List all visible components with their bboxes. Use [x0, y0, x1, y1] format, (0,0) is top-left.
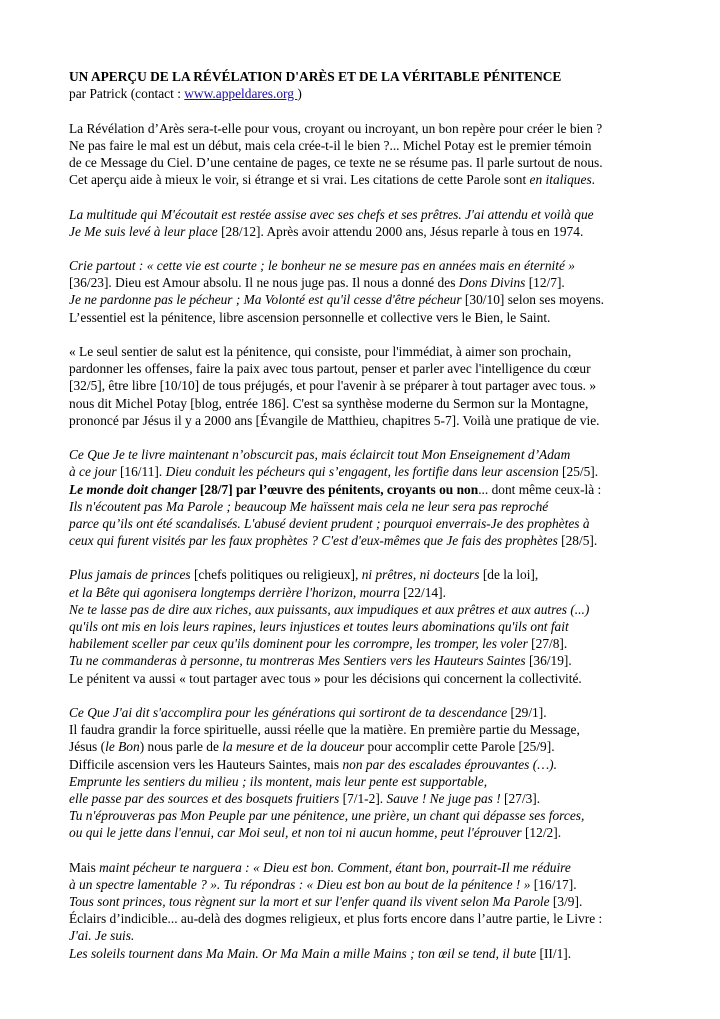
text-line [69, 566, 669, 583]
text-span: [27/3]. [500, 790, 541, 806]
citation-text: Dieu conduit les pécheurs qui s’engagent, les fortifie dans leur ascension [165, 464, 559, 480]
text-span: La Révélation d’Arès sera-t-elle pour vous, croyant ou incroyant, un bon repère pour créer le bien ? [69, 120, 603, 136]
text-line [69, 463, 669, 480]
text-span: [de la loi], [479, 567, 539, 583]
text-span: pour accomplir cette Parole [25/9]. [364, 739, 555, 755]
paragraph-spacer [69, 102, 669, 119]
text-line [69, 910, 669, 927]
text-line [69, 343, 669, 360]
citation-text: Tu n'éprouveras pas Mon Peuple par une pénitence, une prière, un chant qui dépasse ses forces, [69, 808, 585, 824]
text-line [69, 412, 669, 429]
text-span: prononcé par Jésus il y a 2000 ans [Évangile de Matthieu, chapitres 5-7]. Voilà une pratique de vie. [69, 412, 600, 428]
citation-text: non par des escalades éprouvantes (…). [342, 756, 557, 772]
text-span: [25/5]. [558, 464, 599, 480]
text-span: [22/14]. [399, 584, 446, 600]
text-line [69, 515, 669, 532]
paragraph-spacer [69, 240, 669, 257]
text-span: Mais [69, 859, 100, 875]
citation-text: et la Bête qui agonisera longtemps derrière l'horizon, mourra [69, 584, 400, 600]
paragraph [69, 566, 669, 686]
citation-text: ni prêtres, ni docteurs [361, 567, 480, 583]
citation-text: Ce Que Je te livre maintenant n’obscurcit pas, mais éclaircit tout Mon Enseignement d’Adam [69, 447, 571, 463]
text-span: [28/5]. [557, 533, 598, 549]
text-line [69, 377, 669, 394]
text-span: nous dit Michel Potay [blog, entrée 186]. C'est sa synthèse moderne du Sermon sur la Montagne, [69, 395, 589, 411]
text-span: [30/10] selon ses moyens. [461, 292, 605, 308]
text-span: Jésus ( [69, 739, 106, 755]
text-line [69, 137, 669, 154]
text-span: Cet aperçu aide à mieux le voir, si étrange et si vrai. Les citations de cette Parole sont [69, 172, 530, 188]
text-line [69, 395, 669, 412]
text-span: . [591, 172, 596, 188]
text-span: [28/12]. Après avoir attendu 2000 ans, Jésus reparle à tous en 1974. [217, 223, 584, 239]
text-line [69, 773, 669, 790]
citation-text: Sauve ! Ne juge pas ! [386, 790, 501, 806]
citation-text: le Bon [105, 739, 140, 755]
citation-text: Ils n'écoutent pas Ma Parole ; beaucoup Me haïssent mais cela ne leur sera pas reproché [69, 498, 549, 514]
citation-text: elle passe par des sources et des bosquets fruitiers [69, 790, 340, 806]
text-line [69, 618, 669, 635]
paragraph [69, 206, 669, 240]
citation-text: Je Me suis levé à leur place [69, 223, 218, 239]
text-line [69, 756, 669, 773]
text-span: Le pénitent va aussi « tout partager avec tous » pour les décisions qui concernent la collectivité. [69, 670, 582, 686]
text-line [69, 498, 669, 515]
text-span: [28/7] par l’œuvre des pénitents, croyants ou non [196, 481, 479, 497]
citation-text: Ne te lasse pas de dire aux riches, aux puissants, aux impudiques et aux prêtres et aux autres (...) [69, 601, 590, 617]
text-line [69, 171, 669, 188]
text-line [69, 274, 669, 291]
document-title: UN APERÇU DE LA RÉVÉLATION D'ARÈS ET DE LA VÉRITABLE PÉNITENCE [69, 69, 562, 84]
citation-text: parce qu’ils ont été scandalisés. L'abusé devient prudent ; pourquoi enverrais-Je des prophètes à [69, 515, 590, 531]
text-span: [32/5], être libre [10/10] de tous préjugés, et pour l'avenir à se préparer à tout partager avec tous. » [69, 378, 597, 394]
citation-text: à ce jour [69, 464, 117, 480]
text-span: Éclairs d’indicible... au-delà des dogmes religieux, et plus forts encore dans l’autre partie, le Livre : [69, 911, 603, 927]
citation-text: Dons Divins [458, 275, 526, 291]
citation-text: Crie partout : « cette vie est courte ; le bonheur ne se mesure pas en années mais en éternité » [69, 258, 575, 274]
text-line [69, 721, 669, 738]
text-span: [3/9]. [549, 894, 583, 909]
text-line [69, 309, 669, 326]
text-span: [12/2]. [521, 825, 562, 841]
text-span: ... dont même ceux-là : [478, 481, 602, 497]
text-line [69, 635, 669, 652]
paragraph-spacer [69, 549, 669, 566]
citation-text: La multitude qui M'écoutait est restée assise avec ses chefs et ses prêtres. J'ai attendu et voilà que [69, 206, 594, 222]
paragraph [69, 446, 669, 549]
text-span: ) nous parle de [139, 739, 223, 755]
paragraph-spacer [69, 188, 669, 205]
citation-text: en italiques [529, 172, 592, 188]
text-span: [27/8]. [527, 636, 568, 652]
paragraph-spacer [69, 687, 669, 704]
citation-text: la mesure et de la douceur [222, 739, 365, 755]
citation-text: Les soleils tournent dans Ma Main. Or Ma Main a mille Mains ; ton œil se tend, il bute [69, 945, 537, 961]
byline [69, 85, 669, 102]
citation-text: Tu ne commanderas à personne, tu montreras Mes Sentiers vers les Hauteurs Saintes [69, 653, 526, 669]
text-span: [7/1-2]. [339, 790, 387, 806]
text-line [69, 876, 669, 893]
text-span: de ce Message du Ciel. D’une centaine de pages, ce texte ne se résume pas. Il parle surtout de nous. [69, 154, 603, 170]
citation-text: Emprunte les sentiers du milieu ; ils montent, mais leur pente est supportable, [69, 773, 488, 789]
text-span: [36/23]. Dieu est Amour absolu. Il ne nous juge pas. Il nous a donné des [69, 275, 459, 291]
text-span: [II/1]. [536, 945, 572, 961]
text-span: [29/1]. [507, 704, 547, 720]
text-span: Il faudra grandir la force spirituelle, aussi réelle que la matière. En première partie du Message, [69, 722, 580, 738]
text-line [69, 223, 669, 240]
text-span: Ne pas faire le mal est un début, mais cela crée-t-il le bien ?... Michel Potay est le premier témoin [69, 137, 592, 153]
citation-text: Plus jamais de princes [69, 567, 191, 583]
text-span: [chefs politiques ou religieux], [190, 567, 362, 583]
text-line [69, 360, 669, 377]
text-span: [16/17]. [530, 876, 577, 892]
text-line [69, 945, 669, 962]
text-line [69, 532, 669, 549]
citation-text: à un spectre lamentable ? ». Tu répondras : « Dieu est bon au bout de la pénitence ! » [69, 876, 531, 892]
text-line [69, 291, 669, 308]
text-line [69, 120, 669, 137]
text-span: « Le seul sentier de salut est la pénitence, qui consiste, pour l'immédiat, à aimer son prochain, [69, 344, 572, 359]
text-line [69, 446, 669, 463]
document-page [69, 68, 669, 962]
text-span: pardonner les offenses, faire la paix avec tous partout, penser et parler avec l'intelligence du cœur [69, 361, 591, 377]
text-span: [36/19]. [525, 653, 572, 669]
text-line [69, 154, 669, 171]
text-line [69, 257, 669, 274]
citation-text: Ce Que J'ai dit s'accomplira pour les générations qui sortiront de ta descendance [69, 704, 508, 720]
text-span: [12/7]. [525, 275, 565, 291]
document-body [69, 102, 669, 961]
text-line [69, 704, 669, 721]
citation-text: Le monde doit changer [69, 481, 197, 497]
text-line [69, 738, 669, 755]
paragraph-spacer [69, 326, 669, 343]
paragraph-spacer [69, 429, 669, 446]
paragraph [69, 120, 669, 189]
paragraph [69, 704, 669, 842]
text-line [69, 824, 669, 841]
text-line [69, 790, 669, 807]
citation-text: maint pécheur te narguera : « Dieu est bon. Comment, étant bon, pourrait-Il me réduire [99, 859, 571, 875]
text-line [69, 670, 669, 687]
text-line [69, 652, 669, 669]
paragraph-spacer [69, 841, 669, 858]
citation-text: ceux qui furent visités par les faux prophètes ? C'est d'eux-mêmes que Je fais des prophètes [69, 533, 558, 549]
text-line [69, 893, 669, 910]
citation-text: habilement sceller par ceux qu'ils dominent pour les corrompre, les tromper, les voler [69, 636, 528, 652]
contact-link[interactable]: www.appeldares.org [184, 86, 298, 102]
citation-text: qu'ils ont mis en lois leurs rapines, leurs injustices et toutes leurs abominations qu'ils ont fait [69, 619, 569, 634]
paragraph [69, 257, 669, 326]
citation-text: J'ai. Je suis. [69, 928, 135, 944]
text-line [69, 601, 669, 618]
text-line [69, 859, 669, 876]
byline-prefix: par Patrick (contact : [69, 86, 185, 102]
citation-text: Tous sont princes, tous règnent sur la mort et sur l'enfer quand ils vivent selon Ma Parole [69, 894, 550, 909]
citation-text: Je ne pardonne pas le pécheur ; Ma Volonté est qu'il cesse d'être pécheur [69, 292, 462, 308]
text-span: Difficile ascension vers les Hauteurs Saintes, mais [69, 756, 343, 772]
byline-suffix: ) [297, 86, 302, 102]
text-line [69, 584, 669, 601]
text-span: L’essentiel est la pénitence, libre ascension personnelle et collective vers le Bien, le Saint. [69, 309, 551, 325]
text-line [69, 807, 669, 824]
citation-text: ou qui le jette dans l'ennui, car Moi seul, et non toi ni aucun homme, peut l'éprouver [69, 825, 522, 841]
text-line [69, 481, 669, 498]
paragraph [69, 859, 669, 962]
text-line [69, 927, 669, 944]
paragraph [69, 343, 669, 429]
text-line [69, 206, 669, 223]
text-span: [16/11]. [116, 464, 166, 480]
